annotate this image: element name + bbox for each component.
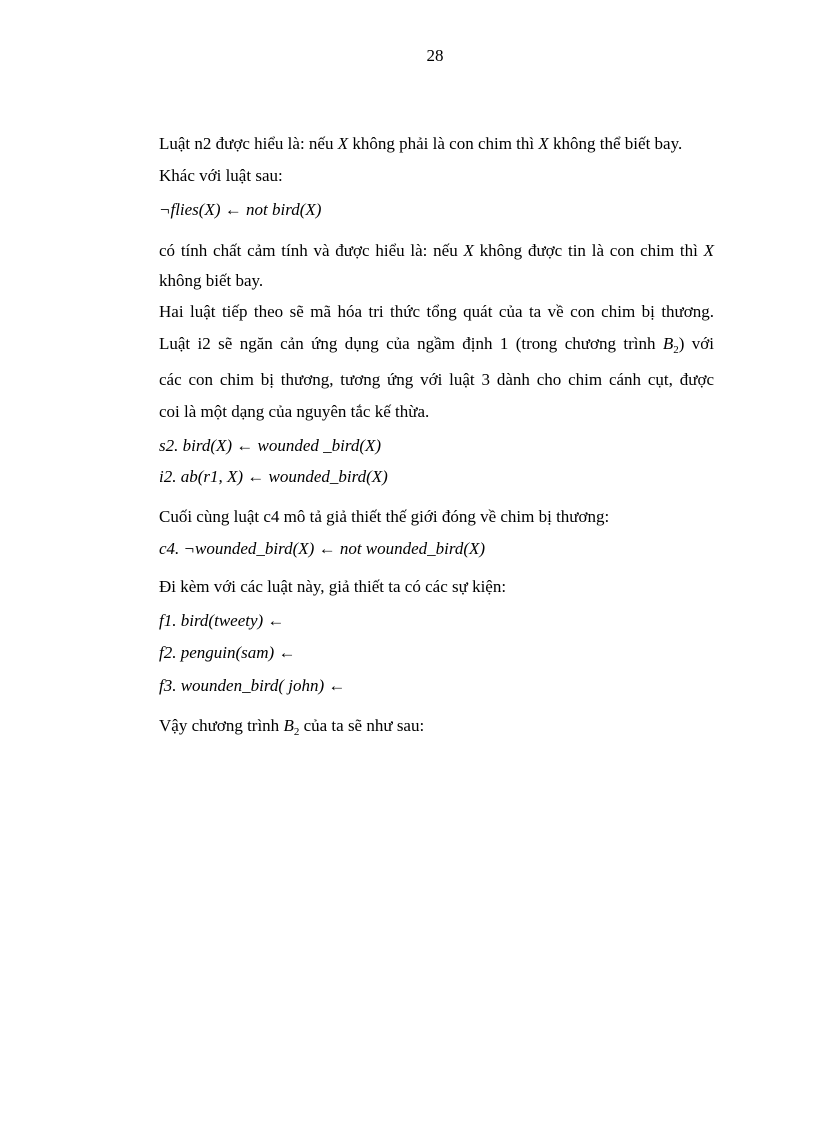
variable-x: X <box>703 241 714 260</box>
page-number: 28 <box>426 46 444 65</box>
text-segment: không phải là con chim thì <box>348 134 539 153</box>
text-segment: không được tin là con chim thì <box>473 241 704 260</box>
paragraph-line <box>159 240 714 262</box>
paragraph-line: Hai luật tiếp theo sẽ mã hóa tri thức tổng quát của ta về con chim bị thương. <box>159 302 714 321</box>
rule-i2: i2. ab(r1, X) ← wounded_bird(X) <box>159 467 388 486</box>
text-segment: Luật i2 sẽ ngăn cản ứng dụng của ngầm định 1 (trong chương trình <box>159 334 663 353</box>
fact-f1: f1. bird(tweety) ← <box>159 611 285 630</box>
paragraph-line <box>159 333 714 361</box>
fact-f3: f3. wounden_bird( john) ← <box>159 676 346 695</box>
text-segment: Vậy chương trình <box>159 716 284 735</box>
variable-x: X <box>538 134 549 153</box>
program-subscript: 2 <box>673 344 679 356</box>
variable-x: X <box>463 241 474 260</box>
text-segment: ) với <box>678 334 714 353</box>
paragraph-line: Khác với luật sau: <box>159 166 283 185</box>
paragraph-line: các con chim bị thương, tương ứng với luật 3 dành cho chim cánh cụt, được <box>159 370 714 389</box>
paragraph-line: Cuối cùng luật c4 mô tả giả thiết thế giới đóng về chim bị thương: <box>159 507 610 526</box>
paragraph-line <box>159 715 714 743</box>
variable-x: X <box>337 134 349 153</box>
text-segment: Luật n2 được hiểu là: nếu <box>159 134 338 153</box>
paragraph-line <box>159 133 714 155</box>
text-segment: không thể biết bay. <box>548 134 683 153</box>
program-name-b: B <box>662 334 674 353</box>
rule-c4: c4. ¬wounded_bird(X) ← not wounded_bird(X) <box>159 539 486 558</box>
formula-neg-flies: ¬flies(X) ← not bird(X) <box>159 200 322 219</box>
rule-s2: s2. bird(X) ← wounded _bird(X) <box>159 436 382 455</box>
text-segment: của ta sẽ như sau: <box>299 716 425 735</box>
paragraph-line: coi là một dạng của nguyên tắc kế thừa. <box>159 402 430 421</box>
program-name-b: B <box>283 716 294 735</box>
paragraph-line: không biết bay. <box>159 271 264 290</box>
program-subscript: 2 <box>293 726 300 738</box>
fact-f2: f2. penguin(sam) ← <box>159 643 296 662</box>
text-segment: có tính chất cảm tính và được hiểu là: nếu <box>159 241 464 260</box>
paragraph-line: Đi kèm với các luật này, giả thiết ta có các sự kiện: <box>159 577 507 596</box>
